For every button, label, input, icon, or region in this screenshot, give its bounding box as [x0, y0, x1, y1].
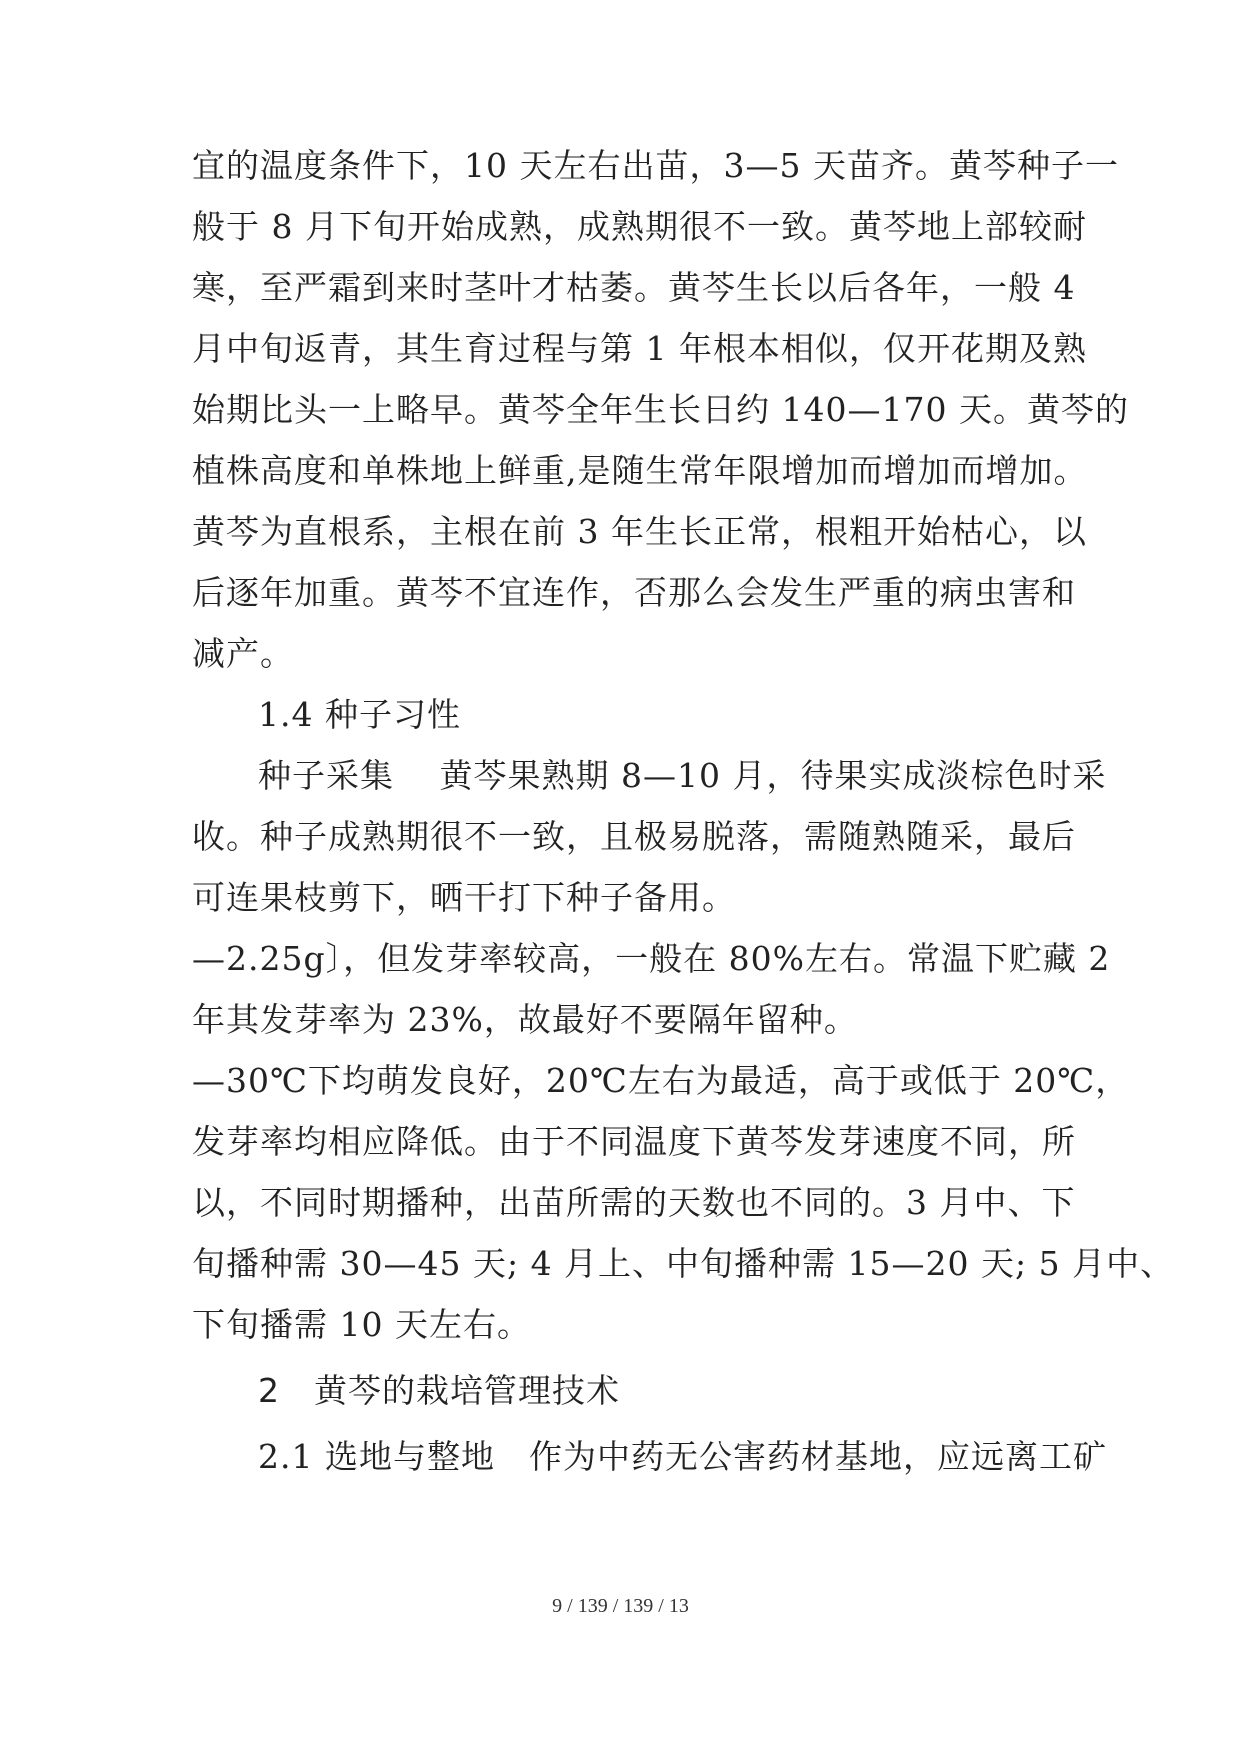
paragraph-line: 减产。 [192, 634, 294, 673]
paragraph-line: 后逐年加重。黄芩不宜连作，否那么会发生严重的病虫害和 [192, 573, 1076, 612]
paragraph-line: 收。种子成熟期很不一致，且极易脱落，需随熟随采，最后 [192, 817, 1076, 856]
paragraph-line: —30℃下均萌发良好，20℃左右为最适，高于或低于 20℃， [192, 1061, 1130, 1100]
page-footer: 9 / 139 / 139 / 13 [552, 1595, 689, 1617]
paragraph-line: 下旬播需 10 天左右。 [192, 1305, 531, 1344]
paragraph-line: 黄芩为直根系，主根在前 3 年生长正常，根粗开始枯心，以 [192, 512, 1087, 551]
paragraph-line: 种子采集 黄芩果熟期 8—10 月，待果实成淡棕色时采 [258, 756, 1107, 795]
paragraph-line: 以，不同时期播种，出苗所需的天数也不同的。3 月中、下 [192, 1183, 1076, 1222]
chapter-heading: 2 黄芩的栽培管理技术 [258, 1371, 620, 1410]
paragraph-line: 可连果枝剪下，晒干打下种子备用。 [192, 878, 736, 917]
paragraph-line: 发芽率均相应降低。由于不同温度下黄芩发芽速度不同，所 [192, 1122, 1076, 1161]
paragraph-line: 年其发芽率为 23%，故最好不要隔年留种。 [192, 1000, 858, 1039]
paragraph-line: 般于 8 月下旬开始成熟，成熟期很不一致。黄芩地上部较耐 [192, 207, 1087, 246]
section-heading: 1.4 种子习性 [258, 695, 461, 734]
paragraph-line: 2.1 选地与整地 作为中药无公害药材基地，应远离工矿 [258, 1437, 1107, 1476]
paragraph-line: 宜的温度条件下，10 天左右出苗，3—5 天苗齐。黄芩种子一 [192, 146, 1119, 185]
paragraph-line: 始期比头一上略早。黄芩全年生长日约 140—170 天。黄芩的 [192, 390, 1129, 429]
paragraph-line: 旬播种需 30—45 天; 4 月上、中旬播种需 15—20 天; 5 月中、 [192, 1244, 1175, 1283]
paragraph-line: —2.25g〕，但发芽率较高，一般在 80%左右。常温下贮藏 2 [192, 939, 1111, 978]
paragraph-line: 寒，至严霜到来时茎叶才枯萎。黄芩生长以后各年，一般 4 [192, 268, 1076, 307]
paragraph-line: 月中旬返青，其生育过程与第 1 年根本相似，仅开花期及熟 [192, 329, 1087, 368]
paragraph-line: 植株高度和单株地上鲜重,是随生常年限增加而增加而增加。 [192, 451, 1088, 490]
